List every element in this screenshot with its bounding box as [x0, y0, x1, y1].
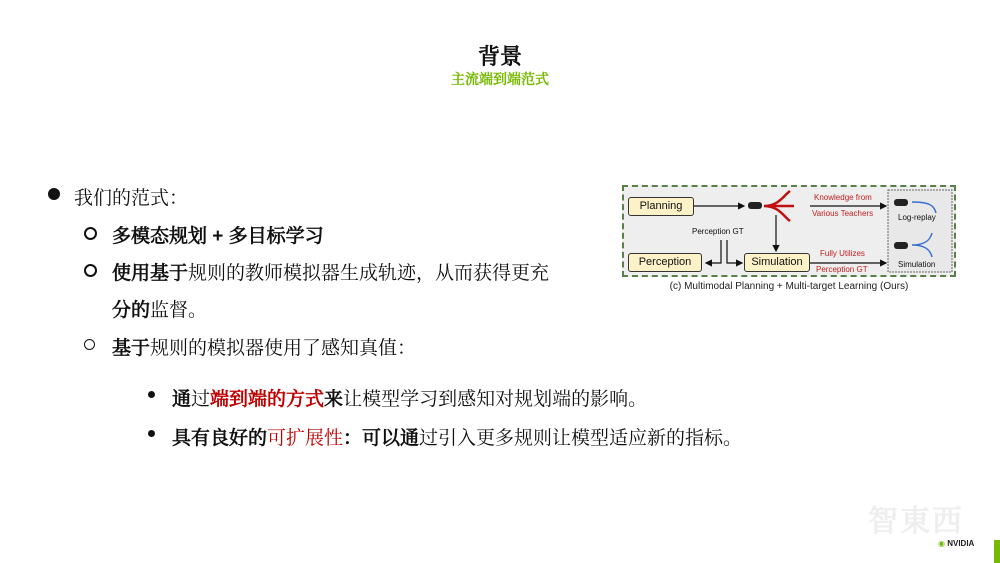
page-title: 背景 — [477, 44, 522, 69]
bullet-dot-icon — [48, 188, 60, 200]
method-diagram — [622, 185, 956, 277]
perception-gt-label: Perception GT — [692, 227, 744, 236]
bullet-line-1 — [74, 183, 188, 210]
text: 规则的模拟器使用了感知真值： — [150, 338, 417, 359]
fully-utilizes-label: Fully Utilizes — [820, 249, 865, 258]
perception-box: Perception — [628, 253, 702, 272]
bullet-line-3 — [112, 258, 549, 285]
text: ：可以通 — [343, 428, 420, 449]
knowledge-label: Knowledge from — [814, 193, 872, 202]
car-icon — [748, 202, 762, 209]
bullet-ring-icon — [84, 227, 97, 240]
accent-bar — [994, 540, 1000, 563]
text: 通 — [172, 389, 192, 410]
text: 来 — [324, 389, 344, 410]
text: 规则的教师模拟器生成轨迹，从而获得更充 — [188, 263, 550, 284]
text: 分的 — [112, 300, 151, 321]
diagram-caption: (c) Multimodal Planning + Multi-target Learning (Ours) — [669, 281, 909, 292]
zhidx-watermark-logo: 智東西 — [868, 505, 964, 538]
text: 具有良好的 — [172, 428, 268, 449]
highlight-text: 端到端的方式 — [210, 389, 325, 410]
bullet-small-dot-icon — [148, 391, 155, 398]
page-subtitle: 主流端到端范式 — [451, 71, 549, 87]
bullet-line-3-cont — [112, 295, 207, 322]
bullet-line-2 — [112, 221, 324, 248]
text: 监督。 — [150, 300, 208, 321]
nvidia-logo: ◉ NVIDIA — [938, 539, 975, 548]
bullet-ring-icon — [84, 339, 95, 350]
highlight-text: 可扩展性 — [267, 428, 344, 449]
simulation-label: Simulation — [898, 260, 936, 269]
teachers-label: Various Teachers — [812, 209, 874, 218]
log-replay-label: Log-replay — [898, 213, 936, 222]
text: 过 — [191, 389, 211, 410]
text: 基于 — [112, 338, 151, 359]
bullet-ring-icon — [84, 264, 97, 277]
planning-box: Planning — [628, 197, 694, 216]
bullet-line-5 — [172, 384, 647, 411]
bullet-small-dot-icon — [148, 430, 155, 437]
bullet-line-6 — [172, 423, 742, 450]
text: 我们的范式： — [74, 188, 189, 209]
text: 多模态规划 + 多目标学习 — [112, 226, 324, 247]
simulation-box: Simulation — [744, 253, 810, 272]
perception-gt-red-label: Perception GT — [816, 265, 868, 274]
text: 使用基于 — [112, 263, 189, 284]
text: 过引入更多规则让模型适应新的指标。 — [419, 428, 743, 449]
bullet-line-4 — [112, 333, 416, 360]
text: 让模型学习到感知对规划端的影响。 — [343, 389, 648, 410]
